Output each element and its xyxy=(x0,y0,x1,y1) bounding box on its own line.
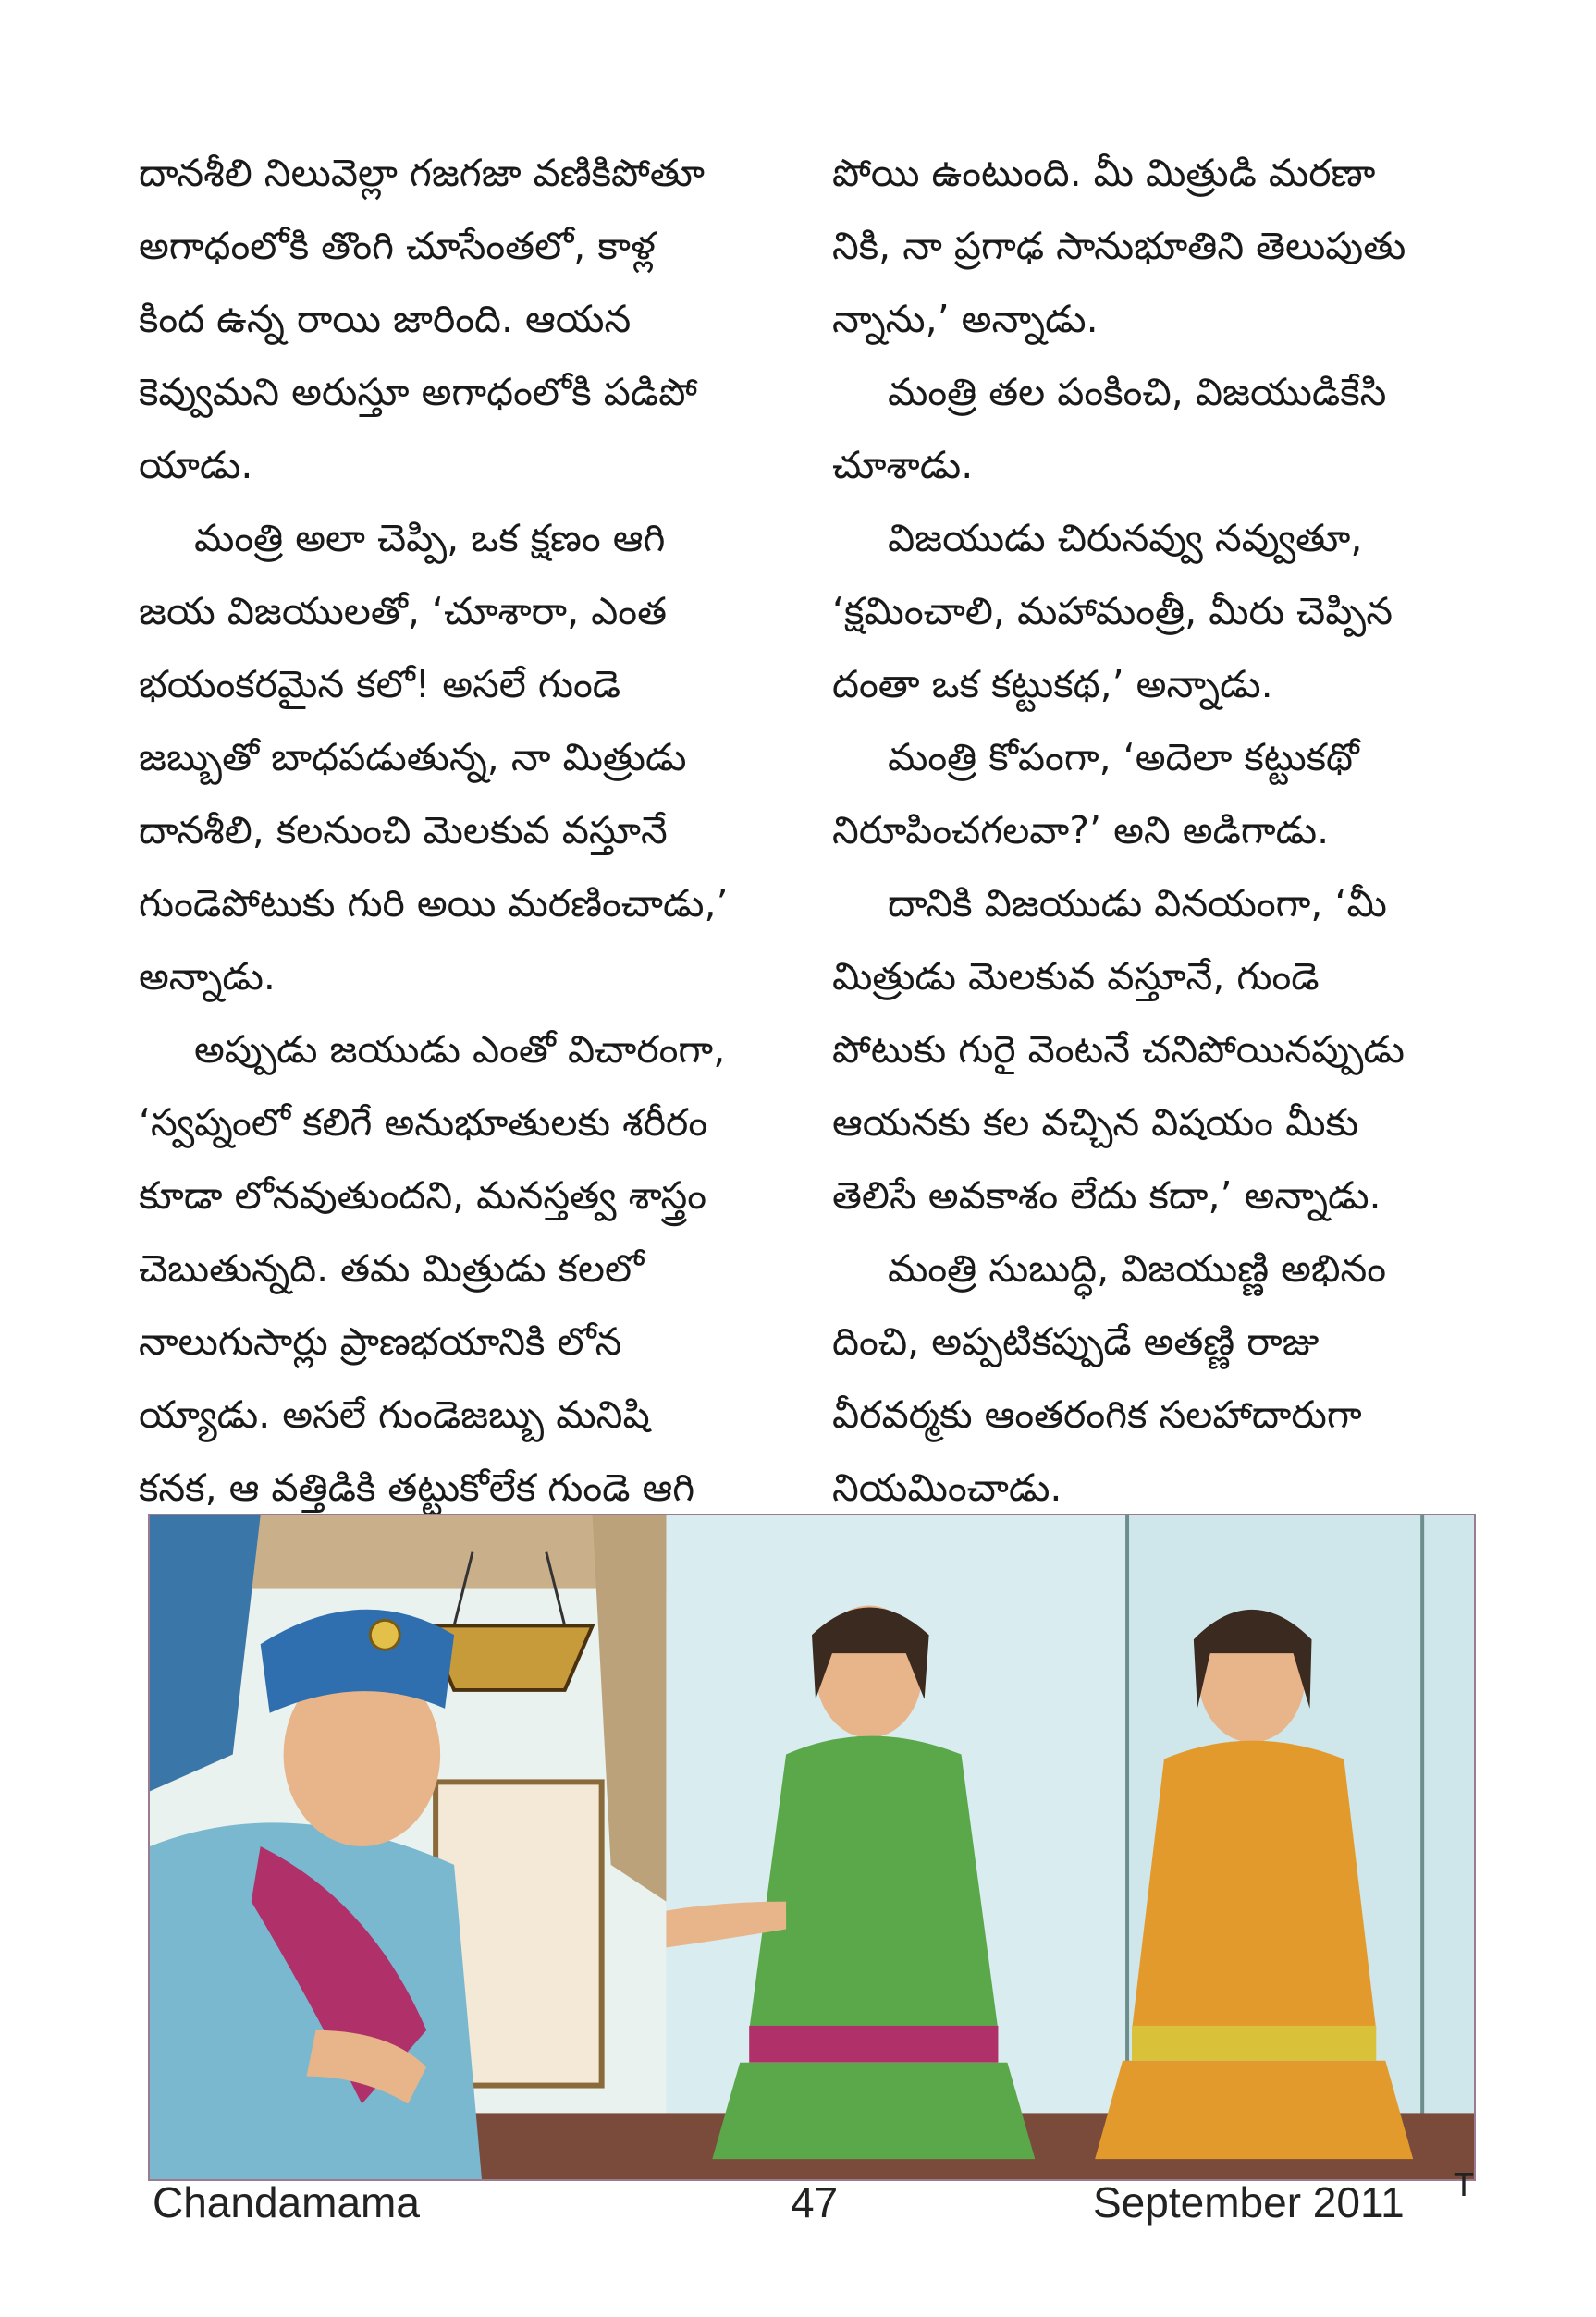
text-line: గుండెపోటుకు గురి అయి మరణించాడు,’ xyxy=(139,881,729,926)
youth-green-sash xyxy=(749,2026,998,2063)
illustration-drawing xyxy=(150,1515,1474,2179)
footer-page-number: 47 xyxy=(791,2178,839,2226)
text-line: మంత్రి సుబుద్ధి, విజయుణ్ణి అభినం xyxy=(888,1246,1387,1291)
text-line: విజయుడు చిరునవ్వు నవ్వుతూ, xyxy=(888,516,1363,560)
text-line: నియమించాడు. xyxy=(832,1465,1062,1510)
text-line: దానికి విజయుడు వినయంగా, ‘మీ xyxy=(888,881,1387,926)
text-line: మిత్రుడు మెలకువ వస్తూనే, గుండె xyxy=(832,954,1320,999)
text-line: నికి, నా ప్రగాఢ సానుభూతిని తెలుపుతు xyxy=(832,224,1406,268)
text-line: భయంకరమైన కలో! అసలే గుండె xyxy=(139,662,621,706)
text-line: కూడా లోనవుతుందని, మనస్తత్వ శాస్త్రం xyxy=(139,1173,707,1218)
text-line: దానశీలి నిలువెల్లా గజగజా వణికిపోతూ xyxy=(139,151,706,195)
footer-issue-date: September 2011 xyxy=(1093,2178,1405,2226)
footer-magazine-name: Chandamama xyxy=(153,2178,420,2226)
text-line: కనక, ఆ వత్తిడికి తట్టుకోలేక గుండె ఆగి xyxy=(139,1465,695,1510)
text-line: దానశీలి, కలనుంచి మెలకువ వస్తూనే xyxy=(139,808,668,852)
right-text-column xyxy=(832,137,1470,1525)
text-line: దంతా ఒక కట్టుకథ,’ అన్నాడు. xyxy=(832,662,1273,706)
text-line: కెవ్వుమని అరుస్తూ అగాధంలోకి పడిపో xyxy=(139,370,697,414)
text-line: తెలిసే అవకాశం లేదు కదా,’ అన్నాడు. xyxy=(832,1173,1381,1218)
text-line: నాలుగుసార్లు ప్రాణభయానికి లోన xyxy=(139,1319,622,1364)
youth-orange-robe xyxy=(1132,1741,1376,2030)
footer-mark: T xyxy=(1454,2165,1474,2203)
left-text-column xyxy=(139,137,786,1525)
text-line: అగాధంలోకి తొంగి చూసేంతలో, కాళ్ల xyxy=(139,224,656,268)
text-line: అన్నాడు. xyxy=(139,954,276,999)
text-line: మంత్రి అలా చెప్పి, ఒక క్షణం ఆగి xyxy=(194,516,666,560)
text-line: దించి, అప్పటికప్పుడే అతణ్ణి రాజు xyxy=(832,1319,1320,1364)
text-line: ‘క్షమించాలి, మహామంత్రీ, మీరు చెప్పిన xyxy=(832,589,1393,633)
text-line: చూశాడు. xyxy=(832,443,974,487)
text-line: అప్పుడు జయుడు ఎంతో విచారంగా, xyxy=(194,1027,726,1072)
text-line: పోటుకు గురై వెంటనే చనిపోయినప్పుడు xyxy=(832,1027,1405,1072)
story-illustration xyxy=(148,1514,1476,2181)
text-line: మంత్రి కోపంగా, ‘అదెలా కట్టుకథో xyxy=(888,735,1359,779)
youth-green-robe xyxy=(749,1736,998,2030)
text-line: య్యాడు. అసలే గుండెజబ్బు మనిషి xyxy=(139,1392,650,1437)
text-line: జయ విజయులతో, ‘చూశారా, ఎంత xyxy=(139,589,667,633)
text-line: జబ్బుతో బాధపడుతున్న, నా మిత్రుడు xyxy=(139,735,687,779)
youth-orange-sash xyxy=(1132,2026,1376,2061)
text-line: ఆయనకు కల వచ్చిన విషయం మీకు xyxy=(832,1100,1359,1145)
text-line: నిరూపించగలవా?’ అని అడిగాడు. xyxy=(832,808,1330,852)
text-line: చెబుతున్నది. తమ మిత్రుడు కలలో xyxy=(139,1246,645,1291)
text-line: పోయి ఉంటుంది. మీ మిత్రుడి మరణా xyxy=(832,151,1376,195)
text-line: మంత్రి తల పంకించి, విజయుడికేసి xyxy=(888,370,1387,414)
text-line: వీరవర్మకు ఆంతరంగిక సలహాదారుగా xyxy=(832,1392,1362,1437)
text-line: కింద ఉన్న రాయి జారింది. ఆయన xyxy=(139,297,632,341)
text-line: యాడు. xyxy=(139,443,253,487)
text-line: ‘స్వప్నంలో కలిగే అనుభూతులకు శరీరం xyxy=(139,1100,708,1145)
text-line: న్నాను,’ అన్నాడు. xyxy=(832,297,1099,341)
